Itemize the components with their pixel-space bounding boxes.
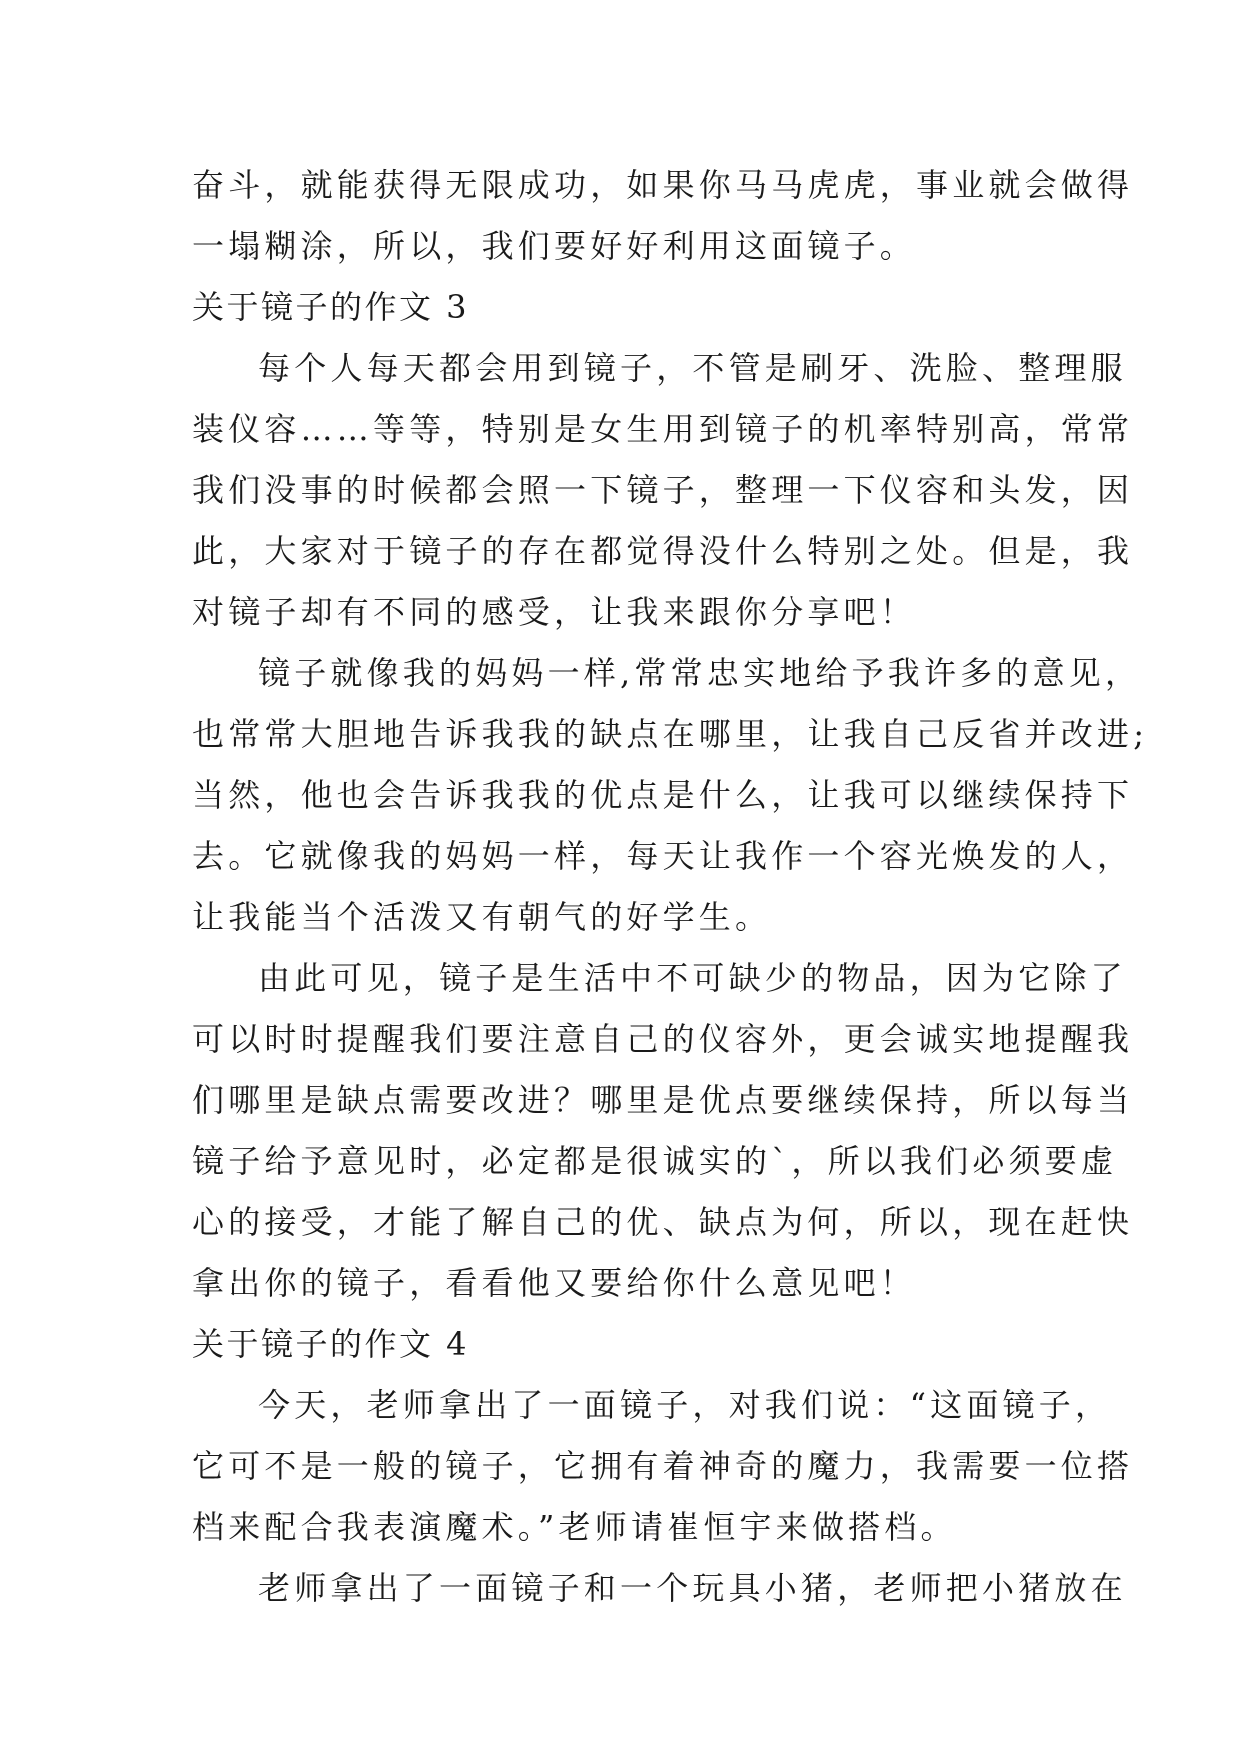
text-line: 们哪里是缺点需要改进？哪里是优点要继续保持，所以每当 xyxy=(192,1081,1134,1119)
text-line: 当然，他也会告诉我我的优点是什么，让我可以继续保持下 xyxy=(192,776,1134,814)
paragraph-first-line: 由此可见，镜子是生活中不可缺少的物品，因为它除了 xyxy=(258,959,1127,997)
text-line: 可以时时提醒我们要注意自己的仪容外，更会诚实地提醒我 xyxy=(192,1020,1134,1058)
text-line: 档来配合我表演魔术。”老师请崔恒宇来做搭档。 xyxy=(192,1508,957,1546)
text-line: 奋斗，就能获得无限成功，如果你马马虎虎，事业就会做得 xyxy=(192,166,1134,204)
paragraph-first-line: 镜子就像我的妈妈一样,常常忠实地给予我许多的意见， xyxy=(258,654,1142,692)
paragraph-first-line: 每个人每天都会用到镜子，不管是刷牙、洗脸、整理服 xyxy=(258,349,1127,387)
paragraph-first-line: 老师拿出了一面镜子和一个玩具小猪，老师把小猪放在 xyxy=(258,1569,1127,1607)
text-line: 它可不是一般的镜子，它拥有着神奇的魔力，我需要一位搭 xyxy=(192,1447,1134,1485)
text-line: 对镜子却有不同的感受，让我来跟你分享吧！ xyxy=(192,593,917,631)
text-line: 我们没事的时候都会照一下镜子，整理一下仪容和头发，因 xyxy=(192,471,1134,509)
paragraph-first-line: 今天，老师拿出了一面镜子，对我们说：“这面镜子， xyxy=(258,1386,1112,1424)
text-line: 此，大家对于镜子的存在都觉得没什么特别之处。但是，我 xyxy=(192,532,1134,570)
text-line: 镜子给予意见时，必定都是很诚实的`，所以我们必须要虚 xyxy=(192,1142,1118,1180)
text-line: 一塌糊涂，所以，我们要好好利用这面镜子。 xyxy=(192,227,917,265)
text-line: 也常常大胆地告诉我我的缺点在哪里，让我自己反省并改进; xyxy=(192,715,1149,753)
document-body xyxy=(192,155,1149,1619)
text-line: 去。它就像我的妈妈一样，每天让我作一个容光焕发的人， xyxy=(192,837,1134,875)
section-heading: 关于镜子的作文 4 xyxy=(192,1325,470,1363)
text-line: 让我能当个活泼又有朝气的好学生。 xyxy=(192,898,772,936)
text-line: 拿出你的镜子，看看他又要给你什么意见吧！ xyxy=(192,1264,917,1302)
text-line: 装仪容……等等，特别是女生用到镜子的机率特别高，常常 xyxy=(192,410,1134,448)
text-line: 心的接受，才能了解自己的优、缺点为何，所以，现在赶快 xyxy=(192,1203,1134,1241)
section-heading: 关于镜子的作文 3 xyxy=(192,288,470,326)
